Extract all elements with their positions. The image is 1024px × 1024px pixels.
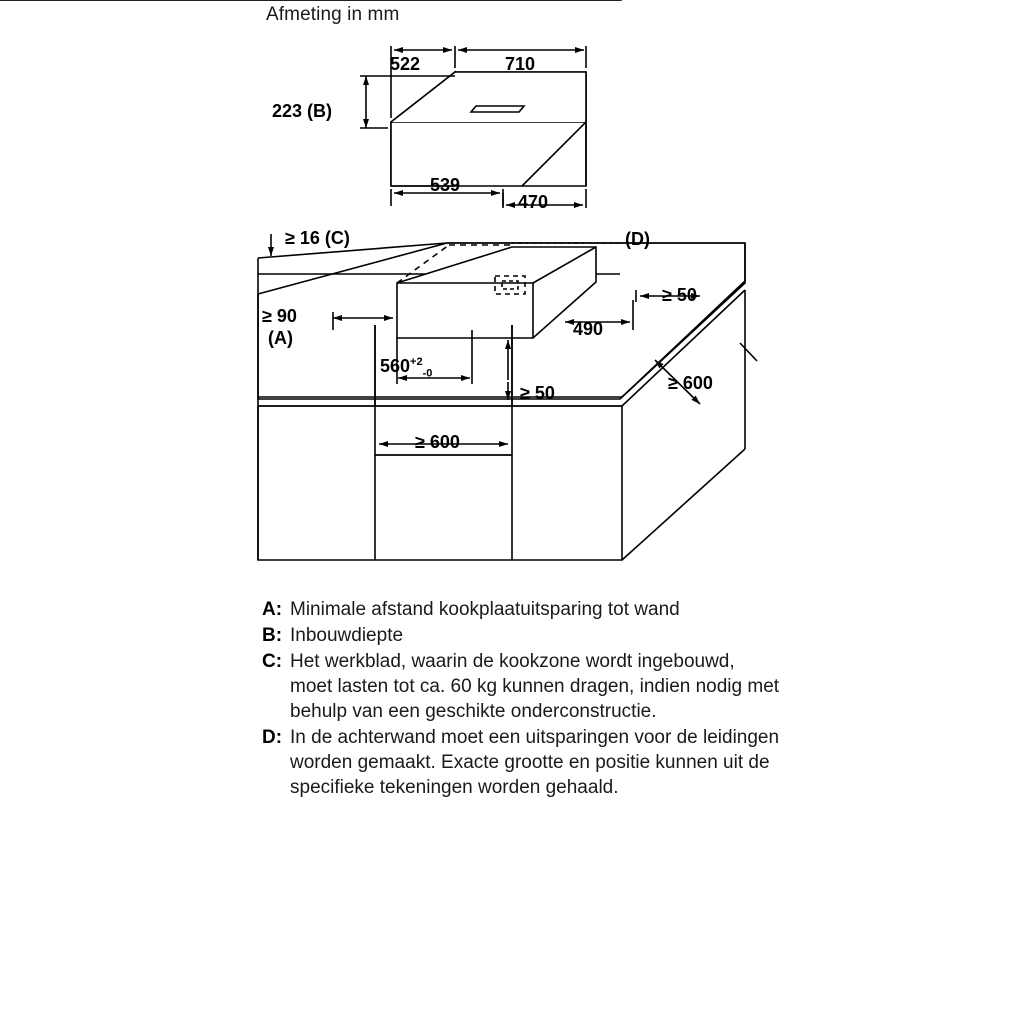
legend (262, 597, 782, 801)
dimension-label-490: 490 (573, 319, 604, 339)
dimension-560-sub: -0 (422, 367, 433, 380)
dimension-label-600-depth: ≥ 600 (668, 373, 713, 393)
dimension-label-16c: ≥ 16 (C) (285, 228, 350, 248)
legend-item-c (262, 649, 782, 724)
legend-key-a: A: (262, 599, 283, 620)
dimension-label-710: 710 (505, 54, 536, 74)
dimension-label-90: ≥ 90 (262, 306, 297, 326)
dimension-label-50-mid: ≥ 50 (520, 383, 555, 403)
dimension-label-600-width: ≥ 600 (415, 432, 460, 452)
dimension-label-50-right: ≥ 50 (662, 285, 697, 305)
legend-text-a: Minimale afstand kookplaatuitsparing tot wand (290, 599, 680, 620)
legend-text-d: In de achterwand moet een uitsparingen voor de leidingen worden gemaakt. Exacte grootte en positie kunnen uit de specifieke tekeningen worden gehaald. (290, 727, 780, 798)
dimension-560-sup: +2 (410, 356, 423, 368)
dimension-label-539: 539 (430, 175, 461, 195)
page-title: Afmeting in mm (266, 4, 400, 25)
dimension-label-d: (D) (625, 229, 650, 249)
dimension-label-522: 522 (390, 54, 421, 74)
dimension-label-560 (380, 356, 433, 380)
dimension-label-223b: 223 (B) (272, 101, 333, 121)
legend-text-c: Het werkblad, waarin de kookzone wordt ingebouwd, moet lasten tot ca. 60 kg kunnen dragen, indien nodig met behulp van een geschikte onderconstructie. (290, 651, 780, 722)
dimension-560-value: 560 (380, 356, 411, 376)
legend-item-d (262, 725, 782, 800)
legend-item-a (262, 597, 782, 622)
dimension-label-a: (A) (268, 328, 293, 348)
legend-text-b: Inbouwdiepte (290, 625, 404, 646)
dimension-label-470: 470 (518, 192, 549, 212)
legend-key-b: B: (262, 625, 283, 646)
legend-key-d: D: (262, 727, 283, 748)
legend-key-c: C: (262, 651, 283, 672)
legend-item-b (262, 623, 782, 648)
